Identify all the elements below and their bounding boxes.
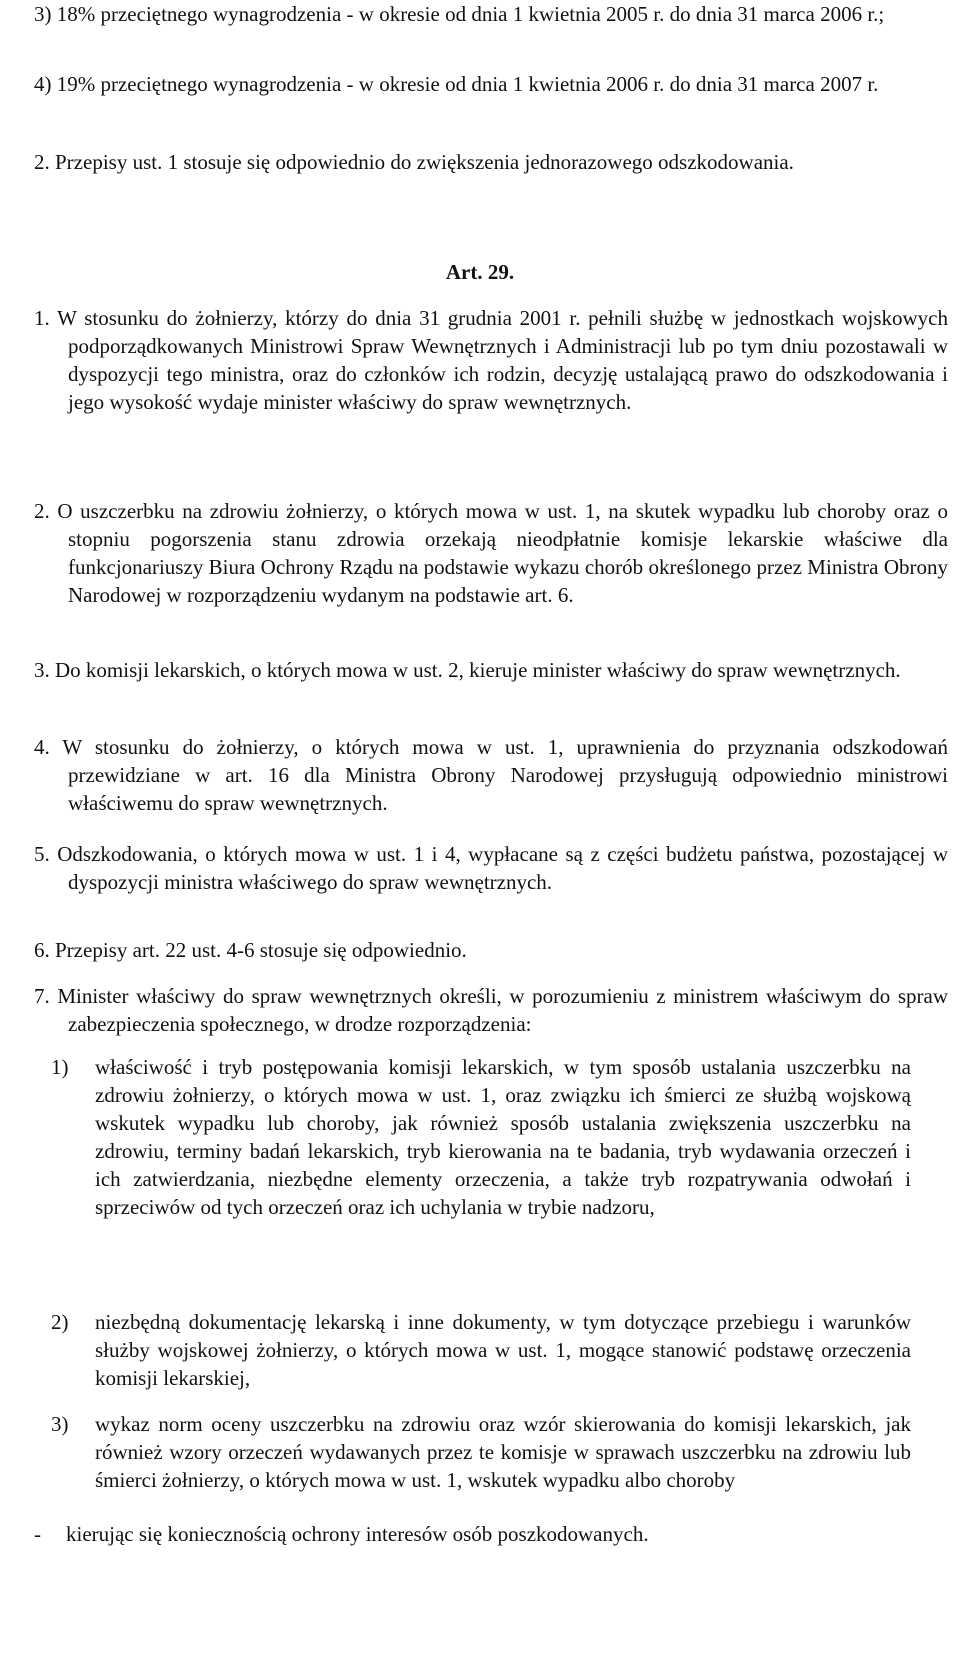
closing-text: kierując się koniecznością ochrony interesów osób poszkodowanych. [66, 1522, 649, 1546]
list-item-4-top: 4) 19% przeciętnego wynagrodzenia - w okresie od dnia 1 kwietnia 2006 r. do dnia 31 marca 2007 r. [34, 72, 879, 96]
point-3 [51, 1410, 911, 1494]
point-number: 2) [51, 1310, 69, 1334]
closing-dash-item [34, 1520, 914, 1548]
article-heading: Art. 29. [445, 260, 515, 284]
point-number: 3) [51, 1412, 69, 1436]
point-text: właściwość i tryb postępowania komisji lekarskich, w tym sposób ustalania uszczerbku na zdrowiu żołnierzy, o których mowa w ust. 1, oraz związku ich śmierci ze służbą wojskową wskutek wypadku lub choroby, jak również sposób ustalania zwiększenia uszczerbku na zdrowiu, terminy badań lekarskich, tryb kierowania na te badania, tryb wydawania orzeczeń i ich zatwierdzania, niezbędne elementy orzeczenia, a także tryb rozpatrywania odwołań i sprzeciwów od tych orzeczeń oraz ich uchylania w trybie nadzoru, [95, 1055, 911, 1219]
art29-paragraph-7: 7. Minister właściwy do spraw wewnętrznych określi, w porozumieniu z ministrem właściwym do spraw zabezpieczenia społecznego, w drodze rozporządzenia: [34, 984, 948, 1036]
point-text: wykaz norm oceny uszczerbku na zdrowiu oraz wzór skierowania do komisji lekarskich, jak również wzory orzeczeń wydawanych przez te komisje w sprawach uszczerbku na zdrowiu lub śmierci żołnierzy, o których mowa w ust. 1, wskutek wypadku albo choroby [95, 1412, 911, 1492]
list-item-3-top: 3) 18% przeciętnego wynagrodzenia - w okresie od dnia 1 kwietnia 2005 r. do dnia 31 marca 2006 r.; [34, 2, 885, 26]
art29-paragraph-2: 2. O uszczerbku na zdrowiu żołnierzy, o których mowa w ust. 1, na skutek wypadku lub choroby oraz o stopniu pogorszenia stanu zdrowia orzekają nieodpłatnie komisje lekarskie właściwe dla funkcjonariuszy Biura Ochrony Rządu na podstawie wykazu chorób określonego przez Ministra Obrony Narodowej w rozporządzeniu wydanym na podstawie art. 6. [34, 499, 948, 607]
art29-paragraph-6: 6. Przepisy art. 22 ust. 4-6 stosuje się odpowiednio. [34, 938, 467, 962]
dash-mark: - [34, 1522, 41, 1546]
art29-paragraph-5: 5. Odszkodowania, o których mowa w ust. 1 i 4, wypłacane są z części budżetu państwa, pozostającej w dyspozycji ministra właściwego do spraw wewnętrznych. [34, 842, 948, 894]
art29-paragraph-3: 3. Do komisji lekarskich, o których mowa w ust. 2, kieruje minister właściwy do spraw wewnętrznych. [34, 658, 901, 682]
art29-paragraph-4: 4. W stosunku do żołnierzy, o których mowa w ust. 1, uprawnienia do przyznania odszkodowań przewidziane w art. 16 dla Ministra Obrony Narodowej przysługują odpowiednio ministrowi właściwemu do spraw wewnętrznych. [34, 735, 948, 815]
point-1 [51, 1053, 911, 1221]
point-2 [51, 1308, 911, 1392]
point-text: niezbędną dokumentację lekarską i inne dokumenty, w tym dotyczące przebiegu i warunków służby wojskowej żołnierzy, o których mowa w ust. 1, mogące stanowić podstawę orzeczenia komisji lekarskiej, [95, 1310, 911, 1390]
art29-paragraph-1: 1. W stosunku do żołnierzy, którzy do dnia 31 grudnia 2001 r. pełnili służbę w jednostkach wojskowych podporządkowanych Ministrowi Spraw Wewnętrznych i Administracji lub po tym dniu pozostawali w dyspozycji tego ministra, oraz do członków ich rodzin, decyzję ustalającą prawo do odszkodowania i jego wysokość wydaje minister właściwy do spraw wewnętrznych. [34, 306, 948, 414]
paragraph-2-previous-article: 2. Przepisy ust. 1 stosuje się odpowiednio do zwiększenia jednorazowego odszkodowania. [34, 150, 794, 174]
point-number: 1) [51, 1055, 69, 1079]
